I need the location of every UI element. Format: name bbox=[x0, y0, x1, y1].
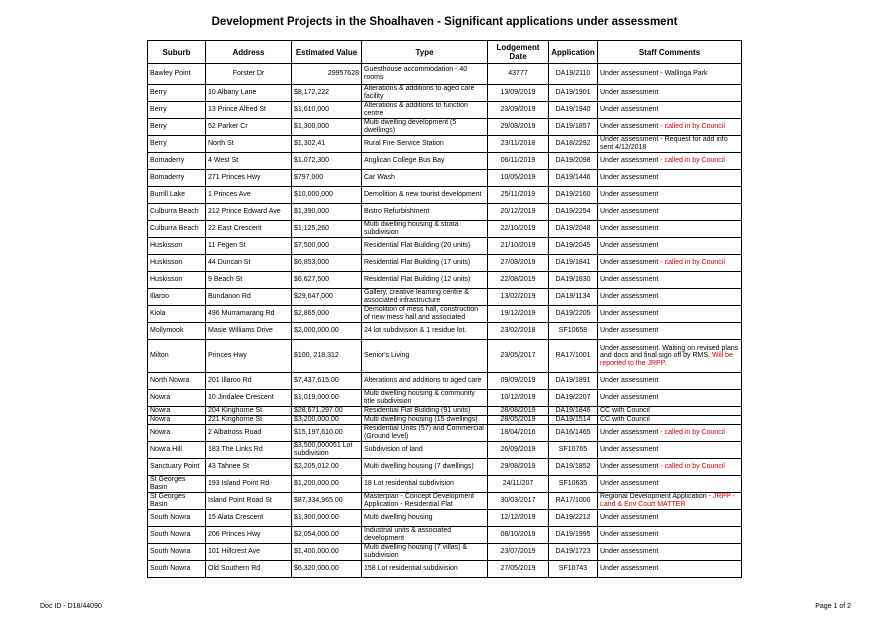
value-cell: $1,302,41 bbox=[292, 136, 362, 153]
staff-comment-cell bbox=[598, 85, 742, 102]
staff-comment-cell bbox=[598, 119, 742, 136]
table-row bbox=[148, 407, 742, 416]
value-cell: $29,647,000 bbox=[292, 289, 362, 306]
application-cell: DA19/1830 bbox=[549, 272, 598, 289]
comment-text: Under assessment bbox=[600, 225, 659, 233]
lodgement-date-cell: 43777 bbox=[488, 64, 549, 85]
col-estimated-value: Estimated Value bbox=[292, 41, 362, 64]
type-cell: Multi dwelling housing (15 dwellings) bbox=[362, 416, 488, 425]
address-cell: 271 Princes Hwy bbox=[206, 170, 292, 187]
value-cell: $1,072,300 bbox=[292, 153, 362, 170]
lodgement-date-cell: 18/04/2016 bbox=[488, 425, 549, 442]
staff-comment-cell bbox=[598, 544, 742, 561]
comment-text: Under assessment bbox=[600, 429, 659, 437]
staff-comment-cell bbox=[598, 493, 742, 510]
comment-text: Under assessment bbox=[600, 293, 659, 301]
lodgement-date-cell: 23/02/2018 bbox=[488, 323, 549, 340]
lodgement-date-cell: 22/10/2019 bbox=[488, 221, 549, 238]
application-cell: DA19/2207 bbox=[549, 390, 598, 407]
comment-text: Under assessment bbox=[600, 446, 659, 454]
application-cell: RA17/1001 bbox=[549, 340, 598, 373]
comment-text: Under assessment bbox=[600, 191, 659, 199]
value-cell: $10,000,000 bbox=[292, 187, 362, 204]
type-cell: Residential Flat Building (17 units) bbox=[362, 255, 488, 272]
lodgement-date-cell: 20/12/2019 bbox=[488, 204, 549, 221]
comment-text: Under assessment bbox=[600, 565, 659, 573]
comment-text: Under assessment bbox=[600, 259, 659, 267]
type-cell: Guesthouse accommodation - 40 rooms bbox=[362, 64, 488, 85]
comment-text: Under assessment bbox=[600, 242, 659, 250]
address-cell: 52 Parker Cr bbox=[206, 119, 292, 136]
comment-text: Under assessment - Wallinga Park bbox=[600, 70, 708, 78]
application-cell: DA19/2160 bbox=[549, 187, 598, 204]
suburb-cell: South Nowra bbox=[148, 510, 206, 527]
comment-text: Under assessment bbox=[600, 548, 659, 556]
address-cell: 11 Fegen St bbox=[206, 238, 292, 255]
suburb-cell: Huskisson bbox=[148, 255, 206, 272]
comment-text: Under assessment bbox=[600, 463, 659, 471]
table-row bbox=[148, 238, 742, 255]
application-cell: DA19/2048 bbox=[549, 221, 598, 238]
page-number: Page 1 of 2 bbox=[815, 603, 851, 610]
comment-text: Under assessment bbox=[600, 514, 659, 522]
type-cell: Multi dwelling housing (7 villas) & subdivision bbox=[362, 544, 488, 561]
value-cell: $8,172,222 bbox=[292, 85, 362, 102]
address-cell: North St bbox=[206, 136, 292, 153]
address-cell: 221 Kinghorne St bbox=[206, 416, 292, 425]
lodgement-date-cell: 10/12/2019 bbox=[488, 390, 549, 407]
value-cell: $87,334,965.00 bbox=[292, 493, 362, 510]
comment-highlight: Will be reported to the JRPP. bbox=[600, 352, 733, 367]
lodgement-date-cell: 28/08/2019 bbox=[488, 407, 549, 416]
staff-comment-cell bbox=[598, 170, 742, 187]
lodgement-date-cell: 12/12/2019 bbox=[488, 510, 549, 527]
comment-text: Under assessment bbox=[600, 89, 659, 97]
staff-comment-cell bbox=[598, 425, 742, 442]
suburb-cell: Nowra bbox=[148, 407, 206, 416]
comment-text: Under assessment bbox=[600, 310, 659, 318]
staff-comment-cell bbox=[598, 272, 742, 289]
value-cell: $1,400,000.00 bbox=[292, 544, 362, 561]
lodgement-date-cell: 23/09/2019 bbox=[488, 102, 549, 119]
application-cell: DA18/2292 bbox=[549, 136, 598, 153]
lodgement-date-cell: 10/05/2019 bbox=[488, 170, 549, 187]
staff-comment-cell bbox=[598, 476, 742, 493]
table-row bbox=[148, 561, 742, 578]
type-cell: Residential Units (57) and Commercial (Ground level) bbox=[362, 425, 488, 442]
comment-highlight: JRPP - Land & Env Court MATTER bbox=[600, 493, 735, 508]
address-cell: 204 Kinghorne St bbox=[206, 407, 292, 416]
page-title: Development Projects in the Shoalhaven - Significant applications under assessment bbox=[211, 16, 678, 28]
lodgement-date-cell: 27/08/2019 bbox=[488, 255, 549, 272]
suburb-cell: Milton bbox=[148, 340, 206, 373]
suburb-cell: Burrill Lake bbox=[148, 187, 206, 204]
application-cell: DA16/1465 bbox=[549, 425, 598, 442]
staff-comment-cell bbox=[598, 64, 742, 85]
type-cell: Residential Flat Building (12 units) bbox=[362, 272, 488, 289]
application-cell: DA19/1841 bbox=[549, 255, 598, 272]
lodgement-date-cell: 09/09/2019 bbox=[488, 373, 549, 390]
comment-highlight: - called in by Council bbox=[658, 123, 725, 131]
suburb-cell: North Nowra bbox=[148, 373, 206, 390]
address-cell: 201 Illaroo Rd bbox=[206, 373, 292, 390]
type-cell: Multi dwelling housing bbox=[362, 510, 488, 527]
comment-highlight: - called in by Council bbox=[658, 463, 725, 471]
suburb-cell: Berry bbox=[148, 85, 206, 102]
type-cell: Rural Fire Service Station bbox=[362, 136, 488, 153]
comment-text: Under assessment bbox=[600, 208, 659, 216]
type-cell: Multi dwelling housing & strata subdivision bbox=[362, 221, 488, 238]
suburb-cell: Bawley Point bbox=[148, 64, 206, 85]
suburb-cell: Sanctuary Point bbox=[148, 459, 206, 476]
type-cell: 158 Lot residential subdivision bbox=[362, 561, 488, 578]
comment-text: Under assessment bbox=[600, 276, 659, 284]
type-cell: Car Wash bbox=[362, 170, 488, 187]
address-cell: 10 Albany Lane bbox=[206, 85, 292, 102]
value-cell: $3,500,000051 Lot subdivision bbox=[292, 442, 362, 459]
address-cell: 496 Murramarang Rd bbox=[206, 306, 292, 323]
address-cell: 2 Albatross Road bbox=[206, 425, 292, 442]
value-cell: $1,610,000 bbox=[292, 102, 362, 119]
lodgement-date-cell: 29/08/2019 bbox=[488, 119, 549, 136]
comment-highlight: - called in by Council bbox=[658, 157, 725, 165]
comment-text: Regional Development Application - bbox=[600, 493, 711, 501]
table-row bbox=[148, 187, 742, 204]
table-body bbox=[148, 64, 742, 578]
comment-text: Under assessment bbox=[600, 106, 659, 114]
value-cell: $2,054,000.00 bbox=[292, 527, 362, 544]
address-cell: 212 Prince Edward Ave bbox=[206, 204, 292, 221]
application-cell: DA19/1134 bbox=[549, 289, 598, 306]
value-cell: $1,300,000.00 bbox=[292, 510, 362, 527]
value-cell: $1,019,000.00 bbox=[292, 390, 362, 407]
table-row bbox=[148, 442, 742, 459]
suburb-cell: Culburra Beach bbox=[148, 221, 206, 238]
comment-text: Under assessment. Waiting on revised plans and docs and final sign off by RMS. bbox=[600, 344, 739, 360]
type-cell: 24 lot subdivision & 1 residue lot. bbox=[362, 323, 488, 340]
suburb-cell: Huskisson bbox=[148, 272, 206, 289]
application-cell: DA19/1852 bbox=[549, 459, 598, 476]
application-cell: DA19/2212 bbox=[549, 510, 598, 527]
staff-comment-cell bbox=[598, 153, 742, 170]
value-cell: $6,627,500 bbox=[292, 272, 362, 289]
table-row bbox=[148, 493, 742, 510]
application-cell: DA19/2045 bbox=[549, 238, 598, 255]
applications-table bbox=[147, 40, 742, 578]
type-cell: Alterations and additions to aged care bbox=[362, 373, 488, 390]
suburb-cell: Mollymook bbox=[148, 323, 206, 340]
table-row bbox=[148, 136, 742, 153]
application-cell: DA19/1857 bbox=[549, 119, 598, 136]
address-cell: 183 The Links Rd bbox=[206, 442, 292, 459]
lodgement-date-cell: 23/07/2019 bbox=[488, 544, 549, 561]
table-row bbox=[148, 425, 742, 442]
type-cell: Multi dwelling development (5 dwellings) bbox=[362, 119, 488, 136]
lodgement-date-cell: 08/10/2019 bbox=[488, 527, 549, 544]
suburb-cell: Culburra Beach bbox=[148, 204, 206, 221]
application-cell: DA19/1901 bbox=[549, 85, 598, 102]
address-cell: 193 Island Point Rd bbox=[206, 476, 292, 493]
col-staff-comments: Staff Comments bbox=[598, 41, 742, 64]
staff-comment-cell bbox=[598, 221, 742, 238]
suburb-cell: Illaroo bbox=[148, 289, 206, 306]
lodgement-date-cell: 27/05/2019 bbox=[488, 561, 549, 578]
value-cell: $2,000,000.00 bbox=[292, 323, 362, 340]
suburb-cell: Berry bbox=[148, 136, 206, 153]
col-application: Application bbox=[549, 41, 598, 64]
type-cell: Residential Flat Building (20 units) bbox=[362, 238, 488, 255]
address-cell: 4 West St bbox=[206, 153, 292, 170]
staff-comment-cell bbox=[598, 204, 742, 221]
comment-text: Under assessment - Request for add info sent 4/12/2018 bbox=[600, 136, 728, 151]
lodgement-date-cell: 21/10/2019 bbox=[488, 238, 549, 255]
table-row bbox=[148, 323, 742, 340]
lodgement-date-cell: 26/09/2019 bbox=[488, 442, 549, 459]
suburb-cell: St Georges Basin bbox=[148, 476, 206, 493]
col-lodgement-date: Lodgement Date bbox=[488, 41, 549, 64]
suburb-cell: St Georges Basin bbox=[148, 493, 206, 510]
address-cell: 15 Alata Crescent bbox=[206, 510, 292, 527]
lodgement-date-cell: 22/08/2019 bbox=[488, 272, 549, 289]
staff-comment-cell bbox=[598, 289, 742, 306]
application-cell: DA19/1891 bbox=[549, 373, 598, 390]
type-cell: Multi dwelling housing (7 dwellings) bbox=[362, 459, 488, 476]
type-cell: Subdivision of land bbox=[362, 442, 488, 459]
doc-id: Doc ID - D18/44090 bbox=[40, 603, 102, 610]
table-row bbox=[148, 289, 742, 306]
application-cell: DA19/2254 bbox=[549, 204, 598, 221]
application-cell: DA19/1846 bbox=[549, 407, 598, 416]
type-cell: Alterations & additions to aged care facility bbox=[362, 85, 488, 102]
type-cell: 18 Lot residential subdivision bbox=[362, 476, 488, 493]
value-cell: $7,437,615.00 bbox=[292, 373, 362, 390]
address-cell: 43 Tahnee St bbox=[206, 459, 292, 476]
address-cell: 9 Beach St bbox=[206, 272, 292, 289]
staff-comment-cell bbox=[598, 306, 742, 323]
table-row bbox=[148, 306, 742, 323]
application-cell: DA19/1940 bbox=[549, 102, 598, 119]
address-cell: Masie Williams Drive bbox=[206, 323, 292, 340]
staff-comment-cell bbox=[598, 255, 742, 272]
staff-comment-cell bbox=[598, 373, 742, 390]
staff-comment-cell bbox=[598, 561, 742, 578]
table-row bbox=[148, 527, 742, 544]
lodgement-date-cell: 25/11/2019 bbox=[488, 187, 549, 204]
comment-text: CC with Council bbox=[600, 416, 650, 424]
lodgement-date-cell: 19/12/2019 bbox=[488, 306, 549, 323]
staff-comment-cell bbox=[598, 510, 742, 527]
type-cell: Anglican College Bus Bay bbox=[362, 153, 488, 170]
table-row bbox=[148, 340, 742, 373]
comment-text: Under assessment bbox=[600, 480, 659, 488]
type-cell: Senior's Living bbox=[362, 340, 488, 373]
address-cell: 13 Prince Alfred St bbox=[206, 102, 292, 119]
value-cell: $1,300,000 bbox=[292, 119, 362, 136]
table-row bbox=[148, 416, 742, 425]
address-cell: 22 East Crescent bbox=[206, 221, 292, 238]
type-cell: Masterplan - Concept Development Application - Residential Flat bbox=[362, 493, 488, 510]
suburb-cell: Nowra bbox=[148, 425, 206, 442]
application-cell: DA19/2205 bbox=[549, 306, 598, 323]
value-cell: $15,197,610.00 bbox=[292, 425, 362, 442]
suburb-cell: Nowra Hill bbox=[148, 442, 206, 459]
comment-text: Under assessment bbox=[600, 123, 659, 131]
value-cell: $6,320,000.00 bbox=[292, 561, 362, 578]
table-row bbox=[148, 153, 742, 170]
header-row bbox=[148, 41, 742, 64]
address-cell: Princes Hwy bbox=[206, 340, 292, 373]
table-row bbox=[148, 221, 742, 238]
type-cell: Industrial units & associated development bbox=[362, 527, 488, 544]
application-cell: SF10743 bbox=[549, 561, 598, 578]
staff-comment-cell bbox=[598, 136, 742, 153]
value-cell: $3,200,000.00 bbox=[292, 416, 362, 425]
staff-comment-cell bbox=[598, 340, 742, 373]
table-row bbox=[148, 119, 742, 136]
table-row bbox=[148, 390, 742, 407]
type-cell: Bistro Refurbishment bbox=[362, 204, 488, 221]
application-cell: DA19/1514 bbox=[549, 416, 598, 425]
value-cell: $1,125,260 bbox=[292, 221, 362, 238]
value-cell: $1,390,000 bbox=[292, 204, 362, 221]
address-cell: 1 Princes Ave bbox=[206, 187, 292, 204]
suburb-cell: Kiola bbox=[148, 306, 206, 323]
table-row bbox=[148, 204, 742, 221]
suburb-cell: Bomaderry bbox=[148, 153, 206, 170]
value-cell: $100, 218,312 bbox=[292, 340, 362, 373]
comment-text: Under assessment bbox=[600, 531, 659, 539]
col-address: Address bbox=[206, 41, 292, 64]
application-cell: SF10658 bbox=[549, 323, 598, 340]
lodgement-date-cell: 13/09/2019 bbox=[488, 85, 549, 102]
address-cell: 44 Duncan St bbox=[206, 255, 292, 272]
application-cell: RA17/1000 bbox=[549, 493, 598, 510]
table-row bbox=[148, 544, 742, 561]
staff-comment-cell bbox=[598, 442, 742, 459]
value-cell: $2,865,000 bbox=[292, 306, 362, 323]
table-row bbox=[148, 102, 742, 119]
comment-text: Under assessment bbox=[600, 377, 659, 385]
type-cell: Gallery, creative learning centre & associated infrastructure bbox=[362, 289, 488, 306]
address-cell: 206 Princes Hwy bbox=[206, 527, 292, 544]
application-cell: DA19/1995 bbox=[549, 527, 598, 544]
staff-comment-cell bbox=[598, 323, 742, 340]
value-cell: $6,853,000 bbox=[292, 255, 362, 272]
address-cell: Island Point Road St bbox=[206, 493, 292, 510]
suburb-cell: Nowra bbox=[148, 416, 206, 425]
staff-comment-cell bbox=[598, 527, 742, 544]
address-cell: 10 Jindalee Crescent bbox=[206, 390, 292, 407]
address-cell: Forster Dr bbox=[206, 64, 292, 85]
table-row bbox=[148, 510, 742, 527]
address-cell: 101 Hillcrest Ave bbox=[206, 544, 292, 561]
lodgement-date-cell: 28/05/2019 bbox=[488, 416, 549, 425]
lodgement-date-cell: 23/11/2018 bbox=[488, 136, 549, 153]
application-cell: DA19/2110 bbox=[549, 64, 598, 85]
value-cell: $7,500,000 bbox=[292, 238, 362, 255]
suburb-cell: Berry bbox=[148, 102, 206, 119]
value-cell: $797,000 bbox=[292, 170, 362, 187]
table-row bbox=[148, 373, 742, 390]
address-cell: Bundanon Rd bbox=[206, 289, 292, 306]
value-cell: 29957628 bbox=[292, 64, 362, 85]
table-row bbox=[148, 272, 742, 289]
table-row bbox=[148, 476, 742, 493]
comment-text: Under assessment bbox=[600, 174, 659, 182]
application-cell: DA19/2098 bbox=[549, 153, 598, 170]
table-row bbox=[148, 85, 742, 102]
type-cell: Alterations & additions to function centre bbox=[362, 102, 488, 119]
comment-text: Under assessment bbox=[600, 157, 659, 165]
application-cell: DA19/1446 bbox=[549, 170, 598, 187]
type-cell: Demolition of mess hall, construction of new mess hall and associated bbox=[362, 306, 488, 323]
staff-comment-cell bbox=[598, 390, 742, 407]
address-cell: Old Southern Rd bbox=[206, 561, 292, 578]
application-cell: SF10765 bbox=[549, 442, 598, 459]
comment-text: CC with Council bbox=[600, 407, 650, 415]
staff-comment-cell bbox=[598, 459, 742, 476]
type-cell: Residential Flat Building (91 units) bbox=[362, 407, 488, 416]
comment-highlight: - called in by Council bbox=[658, 429, 725, 437]
suburb-cell: Bomaderry bbox=[148, 170, 206, 187]
application-cell: DA19/1723 bbox=[549, 544, 598, 561]
comment-text: Under assessment bbox=[600, 327, 659, 335]
suburb-cell: Huskisson bbox=[148, 238, 206, 255]
table-row bbox=[148, 255, 742, 272]
value-cell: $2,205,012.00 bbox=[292, 459, 362, 476]
value-cell: $28,671,297.00 bbox=[292, 407, 362, 416]
staff-comment-cell bbox=[598, 102, 742, 119]
table-row bbox=[148, 64, 742, 85]
staff-comment-cell bbox=[598, 187, 742, 204]
lodgement-date-cell: 29/08/2019 bbox=[488, 459, 549, 476]
type-cell: Multi dwelling housing & community title subdivision bbox=[362, 390, 488, 407]
lodgement-date-cell: 13/02/2019 bbox=[488, 289, 549, 306]
type-cell: Demolition & new tourist development bbox=[362, 187, 488, 204]
col-suburb: Suburb bbox=[148, 41, 206, 64]
table-row bbox=[148, 170, 742, 187]
suburb-cell: South Nowra bbox=[148, 544, 206, 561]
lodgement-date-cell: 30/03/2017 bbox=[488, 493, 549, 510]
suburb-cell: Nowra bbox=[148, 390, 206, 407]
application-cell: SF10635 bbox=[549, 476, 598, 493]
col-type: Type bbox=[362, 41, 488, 64]
lodgement-date-cell: 06/11/2019 bbox=[488, 153, 549, 170]
suburb-cell: South Nowra bbox=[148, 527, 206, 544]
suburb-cell: Berry bbox=[148, 119, 206, 136]
staff-comment-cell bbox=[598, 407, 742, 416]
lodgement-date-cell: 24/11/207 bbox=[488, 476, 549, 493]
suburb-cell: South Nowra bbox=[148, 561, 206, 578]
lodgement-date-cell: 23/05/2017 bbox=[488, 340, 549, 373]
comment-highlight: - called in by Council bbox=[658, 259, 725, 267]
staff-comment-cell bbox=[598, 238, 742, 255]
staff-comment-cell bbox=[598, 416, 742, 425]
table-row bbox=[148, 459, 742, 476]
value-cell: $1,200,000.00 bbox=[292, 476, 362, 493]
comment-text: Under assessment bbox=[600, 394, 659, 402]
